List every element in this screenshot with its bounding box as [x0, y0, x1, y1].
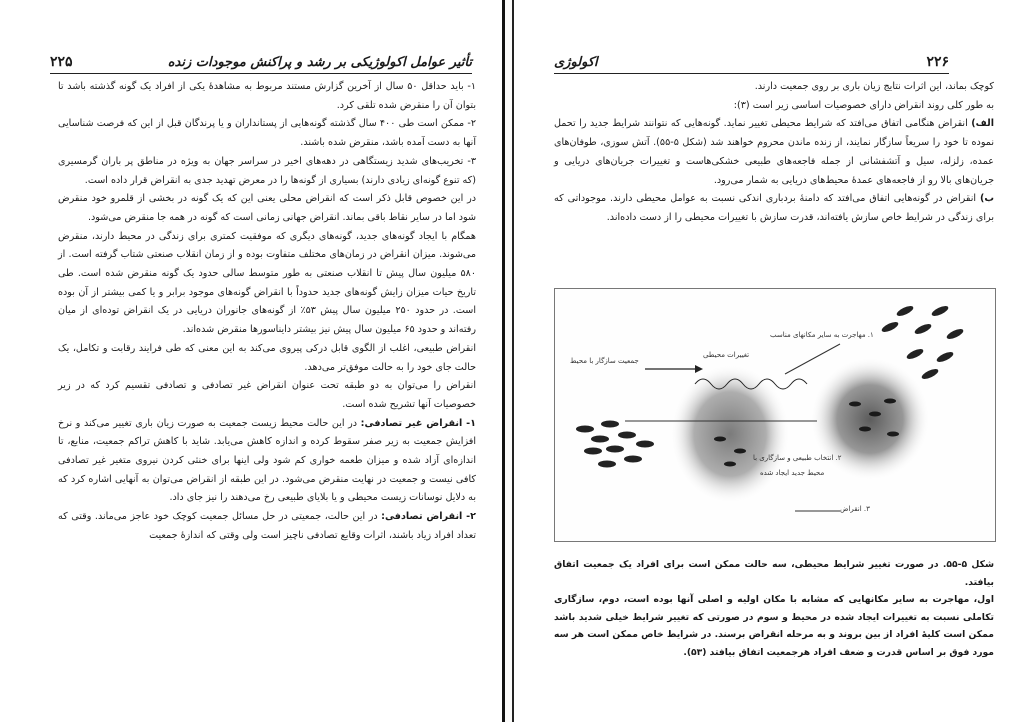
- paragraph-item-b: [554, 190, 994, 227]
- label-adapted-population: جمعیت سازگار با محیط: [570, 357, 639, 365]
- nonrandom-text: در این حالت محیط زیست جمعیت به صورت زیان باری تغییر می‌کند و نرخ افزایش جمعیت به زیر صفر سقوط کرده و اندازه کاهش می‌یابد. شاید با کاهش تراکم جمعیت، منابع، تا اندازه‌ای آزاد شده و میزان طعمه خواری کم شود ولی اینها برای خنثی کردن نیروی متغیر غیر تصادفی کافی نیست و جمعیت در نهایت منقرض می‌شود. در این طبقه از انقراض می‌توان به آنهایی اشاره کرد که به دلایل نوسانات زیست محیطی و یا بلایای طبیعی رخ می‌دهند را نیز جای داد.: [58, 417, 476, 504]
- random-heading: ۲- انقراض تصادفی:: [381, 511, 476, 523]
- right-running-title: اکولوژی: [554, 55, 598, 70]
- figure-caption: [554, 556, 994, 661]
- arrow-migration: [785, 344, 840, 374]
- left-body-text: [58, 78, 476, 546]
- nonrandom-heading: ۱- انقراض غیر تصادفی:: [360, 417, 476, 429]
- label-extinction: ۳. انقراض: [840, 505, 870, 513]
- paragraph: در این خصوص قابل ذکر است که انقراض محلی یعنی این که یک گونه در بخشی از قلمرو خود منقرض شود اما در سایر نقاط باقی بماند. انقراض جهانی زمانی است که گونه در همه جا منقرض می‌شود.: [58, 193, 476, 223]
- paragraph: کوچک بماند، این اثرات نتایج زیان باری بر روی جمعیت دارند.: [754, 81, 994, 92]
- paragraph: به طور کلی روند انقراض دارای خصوصیات اساسی زیر است (۳):: [733, 99, 994, 111]
- paragraph: انقراض را می‌توان به دو طبقه تحت عنوان انقراض غیر تصادفی و تصادفی تقسیم کرد که در زیر خصوصیات آنها تشریح شده است.: [58, 380, 476, 410]
- figure-extinction-diagram: [554, 288, 996, 542]
- left-running-title: تأثیر عوامل اکولوژیکی بر رشد و پراکنش موجودات زنده: [167, 55, 472, 70]
- figure-illustration: [555, 289, 995, 541]
- caption-line: شکل ۵-۵۵. در صورت تغییر شرایط محیطی، سه حالت ممکن است برای افراد یک جمعیت اتفاق بیافتد.: [554, 559, 994, 588]
- item-a-label: الف): [971, 118, 994, 130]
- fish-group-original: [576, 421, 654, 468]
- random-text: در این حالت، جمعیتی در حل مسائل جمعیت کوچک خود عاجز می‌ماند. وقتی که تعداد افراد زیاد باشند، اثرات وقایع تصادفی ناچیز است ولی وقتی که اندازهٔ جمعیت: [58, 511, 476, 541]
- right-page: [512, 0, 1024, 722]
- label-environmental-change: تغییرات محیطی: [703, 351, 750, 359]
- paragraph-random-extinction: [58, 508, 476, 545]
- left-page-number: ۲۲۵: [50, 54, 73, 70]
- paragraph: همگام با ایجاد گونه‌های جدید، گونه‌های دیگری که موفقیت کمتری برای زندگی در محیط دارند، منقرض می‌شوند. میزان انقراض در زمان‌های مختلف متفاوت بوده و از زمان انقلاب صنعتی شتاب گرفته است. از ۵۸۰ میلیون سال پیش تا انقلاب صنعتی به طور متوسط سالی حدود یک گونه منقرض شده است. طی تاریخ حیات میزان زایش گونه‌های جدید حدوداً با انقراض گونه‌های موجود برابر و یا کمی بیشتر از آن بوده است. در حدود ۲۵۰ میلیون سال پیش ۵۳٪ از گونه‌های جانوران دریایی در یک انقراض توده‌ای از میان رفته‌اند و حدود ۶۵ میلیون سال پیش نیز بیشتر دایناسورها منقرض شده‌اند.: [58, 230, 476, 336]
- left-running-header: [50, 48, 472, 74]
- label-migration: ۱. مهاجرت به سایر مکانهای مناسب: [770, 331, 874, 339]
- caption-line: اول، مهاجرت به سایر مکانهایی که مشابه با مکان اولیه و اصلی آنها بوده است، دوم، سازگاری تکاملی نسبت به تغییرات ایجاد شده در محیط و سوم در صورتی که تغییر شرایط خیلی شدید باشد ممکن است کلیهٔ افراد از بین بروند و به مرحله انقراض برسند. در شرایط خاص ممکن است هر سه مورد فوق بر اساس قدرت و ضعف افراد هرجمعیت اتفاق بیافتد (۵۳).: [554, 594, 994, 658]
- habitat-new: [670, 364, 790, 504]
- label-new-environment: محیط جدید ایجاد شده: [760, 469, 825, 477]
- paragraph: ۱- باید حداقل ۵۰ سال از آخرین گزارش مستند مربوط به مشاهدهٔ یکی از افراد یک گونه گذشته باشد تا بتوان آن را منقرض شده تلقی کرد.: [58, 81, 476, 111]
- right-body-text: [554, 78, 994, 228]
- label-natural-selection: ۲. انتخاب طبیعی و سازگاری با: [753, 454, 842, 462]
- item-b-label: ب): [979, 193, 994, 205]
- paragraph: ۲- ممکن است طی ۴۰۰ سال گذشته گونه‌هایی از پستانداران و یا پرندگان قبل از این که فرصت شناسایی آنها به دست آمده باشد، منقرض شده باشند.: [58, 118, 477, 149]
- right-page-number: ۲۲۶: [926, 54, 949, 70]
- paragraph-nonrandom-extinction: [58, 415, 476, 509]
- item-a-text: انقراض هنگامی اتفاق می‌افتد که شرایط محیطی تغییر نماید. گونه‌هایی که نتوانند شرایط جدید را تحمل نموده تا خود را سریعاً سازگار نمایند، از زنده ماندن محروم خواهند شد (شکل ۵-۵۵). آتش سوزی، طوفان‌های عمده، زلزله، سیل و آتشفشانی از جمله فاجعه‌های طبیعی خشکی‌هاست و تغییرات جریان‌های دریایی و جریان‌های بالا رو از فاجعه‌های عمدهٔ محیط‌های دریایی به شمار می‌رود.: [554, 118, 994, 186]
- habitat-original: [810, 357, 930, 481]
- item-b-text: انقراض در گونه‌هایی اتفاق می‌افتد که دامنهٔ بردباری اندکی نسبت به عوامل محیطی دارند. موجوداتی که برای زندگی در شرایط خاص سازش یافته‌اند، قدرت سازش با تغییرات محیطی را از دست داده‌اند.: [554, 193, 994, 223]
- paragraph: ۳- تخریب‌های شدید زیستگاهی در دهه‌های اخیر در سراسر جهان به ویژه در مناطق پر باران گرمسیری (که تنوع گونه‌ای زیادی دارند) بسیاری از گونه‌ها را در معرض تهدید جدی به انقراض قرار داده است.: [58, 155, 476, 186]
- left-page: [0, 0, 505, 722]
- paragraph: انقراض طبیعی، اغلب از الگوی قابل درکی پیروی می‌کند به این معنی که طی فرایند رقابت و تکامل، یک حالت جای خود را به حالت موفق‌تر می‌دهد.: [58, 342, 476, 373]
- right-running-header: [554, 48, 949, 74]
- paragraph-item-a: [554, 115, 994, 190]
- arrowhead-icon: [695, 365, 703, 373]
